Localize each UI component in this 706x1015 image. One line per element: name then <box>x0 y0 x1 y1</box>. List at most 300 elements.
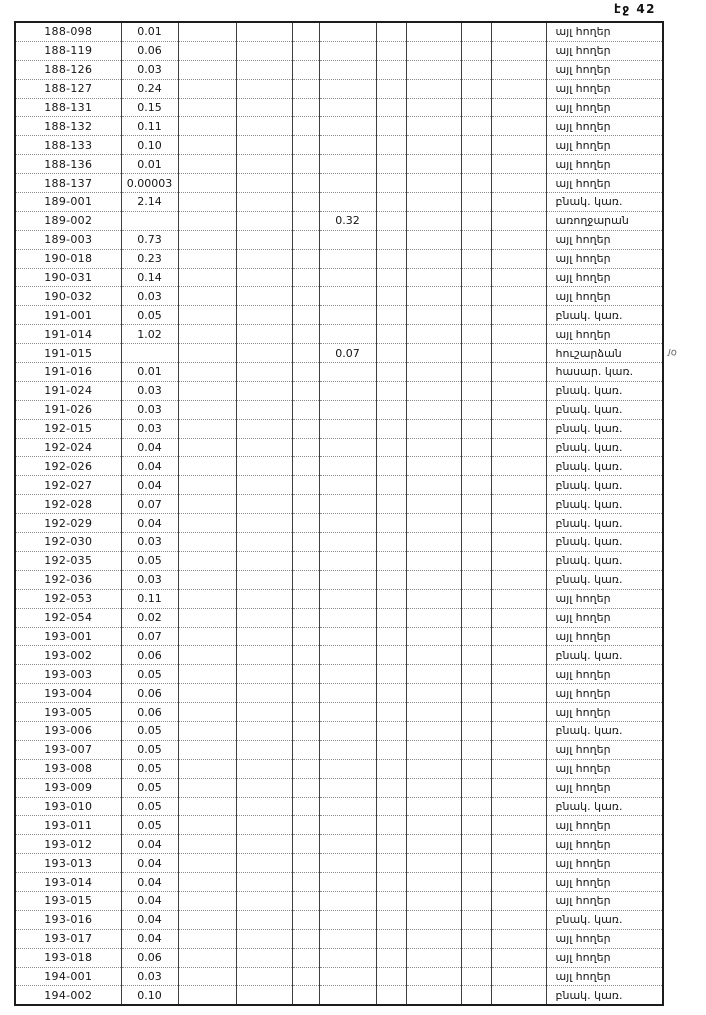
empty-cell <box>292 136 319 155</box>
area-value-cell: 0.05 <box>121 778 178 797</box>
empty-cell <box>406 268 461 287</box>
land-category-cell: այլ հողեր <box>546 22 663 41</box>
land-category-cell: այլ հողեր <box>546 948 663 967</box>
empty-cell <box>236 948 292 967</box>
land-category-cell: այլ հողեր <box>546 98 663 117</box>
parcel-code-cell: 192-028 <box>15 495 121 514</box>
parcel-code-cell: 194-001 <box>15 967 121 986</box>
empty-cell <box>178 835 236 854</box>
empty-cell <box>461 325 491 344</box>
parcel-code-cell: 192-054 <box>15 608 121 627</box>
empty-cell <box>236 873 292 892</box>
parcel-code-cell: 190-031 <box>15 268 121 287</box>
empty-cell <box>178 967 236 986</box>
parcel-code-cell: 188-098 <box>15 22 121 41</box>
empty-cell <box>236 287 292 306</box>
empty-cell <box>236 797 292 816</box>
table-row <box>15 891 663 910</box>
parcel-code-cell: 192-015 <box>15 419 121 438</box>
parcel-code-cell: 193-003 <box>15 665 121 684</box>
area-value-cell <box>121 211 178 230</box>
empty-cell <box>491 22 546 41</box>
land-category-cell: այլ հողեր <box>546 589 663 608</box>
empty-cell <box>292 381 319 400</box>
empty-cell <box>491 608 546 627</box>
empty-cell <box>461 211 491 230</box>
parcel-code-cell: 188-133 <box>15 136 121 155</box>
empty-cell <box>376 306 406 325</box>
parcel-code-cell: 190-018 <box>15 249 121 268</box>
empty-cell <box>461 797 491 816</box>
empty-cell <box>406 211 461 230</box>
parcel-code-cell: 193-011 <box>15 816 121 835</box>
empty-cell <box>376 325 406 344</box>
empty-cell <box>406 495 461 514</box>
empty-cell <box>491 79 546 98</box>
empty-cell <box>376 816 406 835</box>
parcel-code-cell: 190-032 <box>15 287 121 306</box>
empty-cell <box>491 381 546 400</box>
table-row <box>15 306 663 325</box>
parcel-code-cell: 193-004 <box>15 684 121 703</box>
empty-cell <box>178 703 236 722</box>
land-category-cell: բնակ. կառ. <box>546 533 663 552</box>
empty-cell <box>292 986 319 1005</box>
table-row <box>15 703 663 722</box>
land-category-cell: այլ հողեր <box>546 967 663 986</box>
empty-cell <box>292 721 319 740</box>
mid-area-value-cell <box>319 740 376 759</box>
parcel-code-cell: 193-013 <box>15 854 121 873</box>
empty-cell <box>236 41 292 60</box>
empty-cell <box>236 967 292 986</box>
empty-cell <box>236 230 292 249</box>
empty-cell <box>236 778 292 797</box>
empty-cell <box>491 665 546 684</box>
empty-cell <box>491 627 546 646</box>
empty-cell <box>236 325 292 344</box>
empty-cell <box>376 363 406 382</box>
empty-cell <box>491 193 546 212</box>
table-row <box>15 835 663 854</box>
mid-area-value-cell <box>319 570 376 589</box>
empty-cell <box>406 533 461 552</box>
land-category-cell: այլ հողեր <box>546 249 663 268</box>
land-category-cell: այլ հողեր <box>546 778 663 797</box>
mid-area-value-cell <box>319 759 376 778</box>
parcel-code-cell: 188-126 <box>15 60 121 79</box>
area-value-cell: 0.05 <box>121 816 178 835</box>
land-category-cell: այլ հողեր <box>546 703 663 722</box>
empty-cell <box>491 344 546 363</box>
land-category-cell: այլ հողեր <box>546 325 663 344</box>
empty-cell <box>292 835 319 854</box>
empty-cell <box>461 608 491 627</box>
empty-cell <box>406 703 461 722</box>
area-value-cell: 0.00003 <box>121 174 178 193</box>
area-value-cell: 0.07 <box>121 495 178 514</box>
table-row <box>15 495 663 514</box>
mid-area-value-cell <box>319 174 376 193</box>
empty-cell <box>178 816 236 835</box>
empty-cell <box>236 98 292 117</box>
parcel-code-cell: 193-012 <box>15 835 121 854</box>
table-row <box>15 646 663 665</box>
empty-cell <box>461 948 491 967</box>
empty-cell <box>491 533 546 552</box>
empty-cell <box>491 363 546 382</box>
table-row <box>15 533 663 552</box>
land-category-cell: այլ հողեր <box>546 854 663 873</box>
empty-cell <box>178 589 236 608</box>
empty-cell <box>376 419 406 438</box>
empty-cell <box>406 193 461 212</box>
parcel-code-cell: 189-002 <box>15 211 121 230</box>
empty-cell <box>292 495 319 514</box>
empty-cell <box>376 476 406 495</box>
empty-cell <box>491 910 546 929</box>
mid-area-value-cell <box>319 381 376 400</box>
empty-cell <box>292 627 319 646</box>
land-category-cell: բնակ. կառ. <box>546 551 663 570</box>
table-row <box>15 60 663 79</box>
empty-cell <box>461 589 491 608</box>
mid-area-value-cell <box>319 778 376 797</box>
empty-cell <box>292 703 319 722</box>
empty-cell <box>406 117 461 136</box>
land-category-cell: այլ հողեր <box>546 608 663 627</box>
empty-cell <box>178 41 236 60</box>
area-value-cell: 0.05 <box>121 740 178 759</box>
empty-cell <box>292 117 319 136</box>
mid-area-value-cell <box>319 155 376 174</box>
land-category-cell: բնակ. կառ. <box>546 495 663 514</box>
area-value-cell: 0.05 <box>121 665 178 684</box>
empty-cell <box>461 627 491 646</box>
empty-cell <box>292 551 319 570</box>
empty-cell <box>178 910 236 929</box>
empty-cell <box>292 929 319 948</box>
empty-cell <box>461 287 491 306</box>
area-value-cell: 0.04 <box>121 514 178 533</box>
empty-cell <box>292 873 319 892</box>
area-value-cell: 0.04 <box>121 835 178 854</box>
mid-area-value-cell <box>319 136 376 155</box>
empty-cell <box>461 363 491 382</box>
empty-cell <box>292 438 319 457</box>
empty-cell <box>292 325 319 344</box>
area-value-cell: 0.03 <box>121 533 178 552</box>
empty-cell <box>292 211 319 230</box>
empty-cell <box>461 873 491 892</box>
empty-cell <box>491 41 546 60</box>
mid-area-value-cell <box>319 98 376 117</box>
empty-cell <box>491 967 546 986</box>
empty-cell <box>178 986 236 1005</box>
area-value-cell: 1.02 <box>121 325 178 344</box>
empty-cell <box>376 986 406 1005</box>
table-row <box>15 854 663 873</box>
empty-cell <box>376 835 406 854</box>
area-value-cell: 0.05 <box>121 797 178 816</box>
parcel-code-cell: 193-008 <box>15 759 121 778</box>
empty-cell <box>406 570 461 589</box>
empty-cell <box>178 136 236 155</box>
land-category-cell: բնակ. կառ. <box>546 193 663 212</box>
empty-cell <box>236 759 292 778</box>
empty-cell <box>236 570 292 589</box>
mid-area-value-cell <box>319 41 376 60</box>
table-row <box>15 873 663 892</box>
mid-area-value-cell <box>319 79 376 98</box>
parcel-code-cell: 192-036 <box>15 570 121 589</box>
table-row <box>15 268 663 287</box>
table-row <box>15 249 663 268</box>
empty-cell <box>292 740 319 759</box>
mid-area-value-cell <box>319 816 376 835</box>
parcel-code-cell: 188-136 <box>15 155 121 174</box>
mid-area-value-cell: 0.07 <box>319 344 376 363</box>
empty-cell <box>491 948 546 967</box>
parcel-code-cell: 192-035 <box>15 551 121 570</box>
parcel-code-cell: 189-001 <box>15 193 121 212</box>
table-row <box>15 438 663 457</box>
land-category-cell: բնակ. կառ. <box>546 570 663 589</box>
area-value-cell: 0.01 <box>121 22 178 41</box>
empty-cell <box>406 306 461 325</box>
empty-cell <box>178 891 236 910</box>
table-row <box>15 759 663 778</box>
parcel-code-cell: 188-132 <box>15 117 121 136</box>
area-value-cell: 0.10 <box>121 986 178 1005</box>
land-category-cell: այլ հողեր <box>546 835 663 854</box>
empty-cell <box>236 476 292 495</box>
empty-cell <box>292 98 319 117</box>
empty-cell <box>406 627 461 646</box>
empty-cell <box>406 948 461 967</box>
empty-cell <box>461 551 491 570</box>
empty-cell <box>292 948 319 967</box>
empty-cell <box>236 136 292 155</box>
empty-cell <box>461 684 491 703</box>
empty-cell <box>461 268 491 287</box>
land-category-cell: բնակ. կառ. <box>546 381 663 400</box>
parcel-code-cell: 192-026 <box>15 457 121 476</box>
empty-cell <box>376 98 406 117</box>
mid-area-value-cell <box>319 646 376 665</box>
mid-area-value-cell <box>319 514 376 533</box>
parcel-code-cell: 191-015 <box>15 344 121 363</box>
empty-cell <box>236 929 292 948</box>
empty-cell <box>178 268 236 287</box>
land-category-cell: բնակ. կառ. <box>546 457 663 476</box>
mid-area-value-cell <box>319 287 376 306</box>
mid-area-value-cell <box>319 268 376 287</box>
table-row <box>15 967 663 986</box>
table-row <box>15 476 663 495</box>
empty-cell <box>406 41 461 60</box>
empty-cell <box>491 759 546 778</box>
empty-cell <box>461 910 491 929</box>
land-category-cell: այլ հողեր <box>546 60 663 79</box>
empty-cell <box>292 684 319 703</box>
land-category-cell: այլ հողեր <box>546 287 663 306</box>
table-row <box>15 230 663 249</box>
empty-cell <box>461 155 491 174</box>
parcel-code-cell: 193-014 <box>15 873 121 892</box>
area-value-cell: 0.06 <box>121 703 178 722</box>
area-value-cell: 0.11 <box>121 117 178 136</box>
empty-cell <box>178 155 236 174</box>
empty-cell <box>236 363 292 382</box>
mid-area-value-cell <box>319 967 376 986</box>
empty-cell <box>491 986 546 1005</box>
empty-cell <box>178 570 236 589</box>
empty-cell <box>406 684 461 703</box>
mid-area-value-cell <box>319 22 376 41</box>
area-value-cell: 0.03 <box>121 967 178 986</box>
table-row <box>15 608 663 627</box>
empty-cell <box>406 174 461 193</box>
empty-cell <box>376 608 406 627</box>
mid-area-value-cell <box>319 589 376 608</box>
empty-cell <box>491 495 546 514</box>
empty-cell <box>491 306 546 325</box>
empty-cell <box>178 854 236 873</box>
empty-cell <box>236 268 292 287</box>
empty-cell <box>406 419 461 438</box>
empty-cell <box>178 740 236 759</box>
table-row <box>15 570 663 589</box>
empty-cell <box>236 703 292 722</box>
empty-cell <box>292 514 319 533</box>
land-category-cell: այլ հողեր <box>546 174 663 193</box>
parcel-code-cell: 192-030 <box>15 533 121 552</box>
empty-cell <box>292 759 319 778</box>
empty-cell <box>491 778 546 797</box>
area-value-cell: 0.05 <box>121 551 178 570</box>
empty-cell <box>461 533 491 552</box>
empty-cell <box>178 646 236 665</box>
empty-cell <box>461 967 491 986</box>
area-value-cell: 0.04 <box>121 476 178 495</box>
empty-cell <box>376 740 406 759</box>
empty-cell <box>461 306 491 325</box>
land-category-cell: բնակ. կառ. <box>546 986 663 1005</box>
empty-cell <box>461 230 491 249</box>
empty-cell <box>491 891 546 910</box>
empty-cell <box>236 155 292 174</box>
empty-cell <box>292 230 319 249</box>
empty-cell <box>376 929 406 948</box>
area-value-cell: 0.03 <box>121 60 178 79</box>
parcel-code-cell: 192-053 <box>15 589 121 608</box>
empty-cell <box>292 891 319 910</box>
empty-cell <box>236 419 292 438</box>
empty-cell <box>461 570 491 589</box>
empty-cell <box>376 589 406 608</box>
area-value-cell: 0.06 <box>121 684 178 703</box>
parcel-code-cell: 192-024 <box>15 438 121 457</box>
parcel-code-cell: 191-026 <box>15 400 121 419</box>
empty-cell <box>178 778 236 797</box>
mid-area-value-cell <box>319 891 376 910</box>
land-category-cell: այլ հողեր <box>546 41 663 60</box>
empty-cell <box>292 910 319 929</box>
empty-cell <box>292 306 319 325</box>
empty-cell <box>178 608 236 627</box>
land-category-cell: բնակ. կառ. <box>546 646 663 665</box>
empty-cell <box>292 400 319 419</box>
empty-cell <box>406 608 461 627</box>
empty-cell <box>406 854 461 873</box>
empty-cell <box>236 344 292 363</box>
land-category-cell: այլ հողեր <box>546 759 663 778</box>
empty-cell <box>406 22 461 41</box>
empty-cell <box>406 79 461 98</box>
empty-cell <box>178 438 236 457</box>
empty-cell <box>491 646 546 665</box>
table-row <box>15 665 663 684</box>
empty-cell <box>236 891 292 910</box>
empty-cell <box>406 514 461 533</box>
empty-cell <box>406 344 461 363</box>
mid-area-value-cell <box>319 533 376 552</box>
empty-cell <box>376 193 406 212</box>
empty-cell <box>236 740 292 759</box>
area-value-cell: 0.05 <box>121 759 178 778</box>
empty-cell <box>406 287 461 306</box>
empty-cell <box>406 929 461 948</box>
parcel-code-cell: 193-005 <box>15 703 121 722</box>
mid-area-value-cell <box>319 193 376 212</box>
empty-cell <box>491 136 546 155</box>
area-value-cell: 0.04 <box>121 910 178 929</box>
land-category-cell: այլ հողեր <box>546 627 663 646</box>
mid-area-value-cell <box>319 551 376 570</box>
empty-cell <box>406 665 461 684</box>
empty-cell <box>461 986 491 1005</box>
empty-cell <box>292 570 319 589</box>
area-value-cell: 0.01 <box>121 363 178 382</box>
empty-cell <box>236 22 292 41</box>
empty-cell <box>236 665 292 684</box>
empty-cell <box>292 816 319 835</box>
table-row <box>15 22 663 41</box>
empty-cell <box>376 759 406 778</box>
area-value-cell: 0.06 <box>121 646 178 665</box>
empty-cell <box>461 816 491 835</box>
mid-area-value-cell <box>319 873 376 892</box>
empty-cell <box>406 230 461 249</box>
empty-cell <box>461 419 491 438</box>
empty-cell <box>491 287 546 306</box>
empty-cell <box>178 533 236 552</box>
table-row <box>15 684 663 703</box>
empty-cell <box>491 325 546 344</box>
empty-cell <box>376 60 406 79</box>
empty-cell <box>491 929 546 948</box>
empty-cell <box>491 174 546 193</box>
mid-area-value-cell <box>319 60 376 79</box>
mid-area-value-cell <box>319 419 376 438</box>
empty-cell <box>491 703 546 722</box>
land-category-cell: այլ հողեր <box>546 136 663 155</box>
mid-area-value-cell <box>319 703 376 722</box>
empty-cell <box>491 457 546 476</box>
empty-cell <box>178 514 236 533</box>
empty-cell <box>376 533 406 552</box>
